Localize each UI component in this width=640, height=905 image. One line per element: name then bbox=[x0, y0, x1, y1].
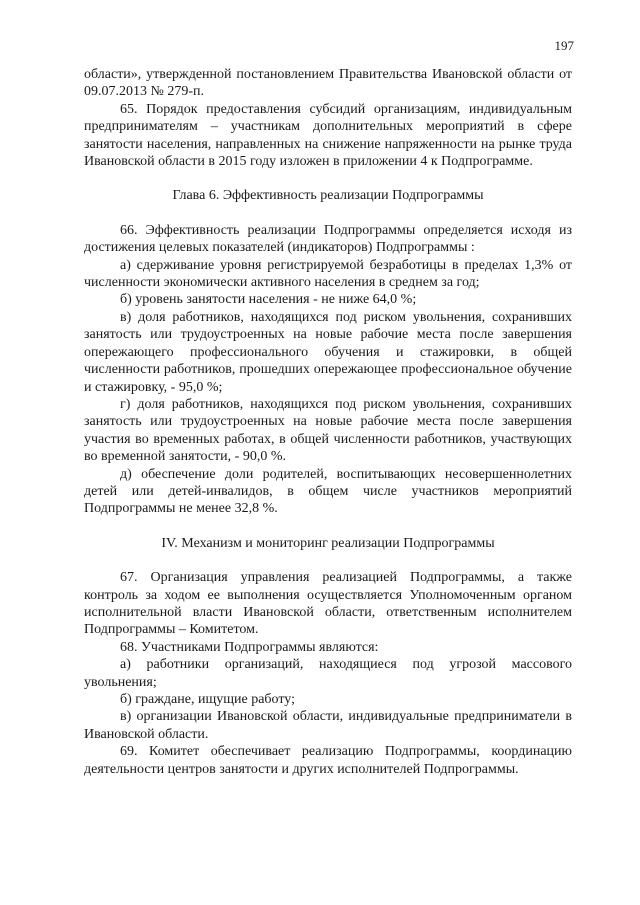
participant-a: а) работники организаций, находящиеся под угрозой массового увольнения; bbox=[84, 657, 572, 690]
indicator-b: б) уровень занятости населения - не ниже 64,0 %; bbox=[120, 292, 417, 308]
paragraph-66: 66. Эффективность реализации Подпрограммы определяется исходя из достижения целевых показателей (индикаторов) Подпрограммы : bbox=[84, 222, 572, 256]
chapter-6-heading: Глава 6. Эффективность реализации Подпрограммы bbox=[172, 188, 484, 204]
paragraph-68: 68. Участниками Подпрограммы являются: bbox=[120, 639, 379, 655]
paragraph-69: 69. Комитет обеспечивает реализацию Подпрограммы, координацию деятельности центров занятости и других исполнителей Подпрограммы. bbox=[84, 744, 572, 777]
document-body bbox=[84, 66, 572, 778]
page-number: 197 bbox=[554, 38, 574, 53]
indicator-g: г) доля работников, находящихся под риском увольнения, сохранивших занятость или трудоустроенных на новые рабочие места после завершения участия во временных работах, в общей численности работников, участвующих во временной занятости, - 90,0 %. bbox=[84, 396, 572, 465]
section-4-heading: IV. Механизм и мониторинг реализации Подпрограммы bbox=[161, 535, 495, 551]
indicator-v: в) доля работников, находящихся под риском увольнения, сохранивших занятость или трудоустроенных на новые рабочие места после завершения опережающего профессионального обучения и стажировки, в общей численности работников, прошедших опережающее профессиональное обучение и стажировку, - 95,0 %; bbox=[84, 309, 572, 395]
indicator-a: а) сдерживание уровня регистрируемой безработицы в пределах 1,3% от численности экономически активного населения в среднем за год; bbox=[84, 257, 572, 291]
paragraph-65: 65. Порядок предоставления субсидий организациям, индивидуальным предпринимателям – участникам дополнительных мероприятий в сфере занятости населения, направленных на снижение напряженности на рынке труда Ивановской области в 2015 году изложен в приложении 4 к Подпрограмме. bbox=[84, 101, 572, 170]
participant-b: б) граждане, ищущие работу; bbox=[120, 692, 296, 707]
indicator-d: д) обеспечение доли родителей, воспитывающих несовершеннолетних детей или детей-инвалидов, в общем числе участников мероприятий Подпрограммы не менее 32,8 %. bbox=[84, 466, 572, 517]
paragraph-67: 67. Организация управления реализацией Подпрограммы, а также контроль за ходом ее выполнения осуществляется Уполномоченным органом исполнительной власти Ивановской области, ответственным исполнителем Подпрограммы – Комитетом. bbox=[84, 570, 572, 638]
participant-v: в) организации Ивановской области, индивидуальные предприниматели в Ивановской области. bbox=[84, 709, 572, 742]
paragraph-continuation: области», утвержденной постановлением Правительства Ивановской области от 09.07.2013 № 279-п. bbox=[84, 67, 572, 100]
